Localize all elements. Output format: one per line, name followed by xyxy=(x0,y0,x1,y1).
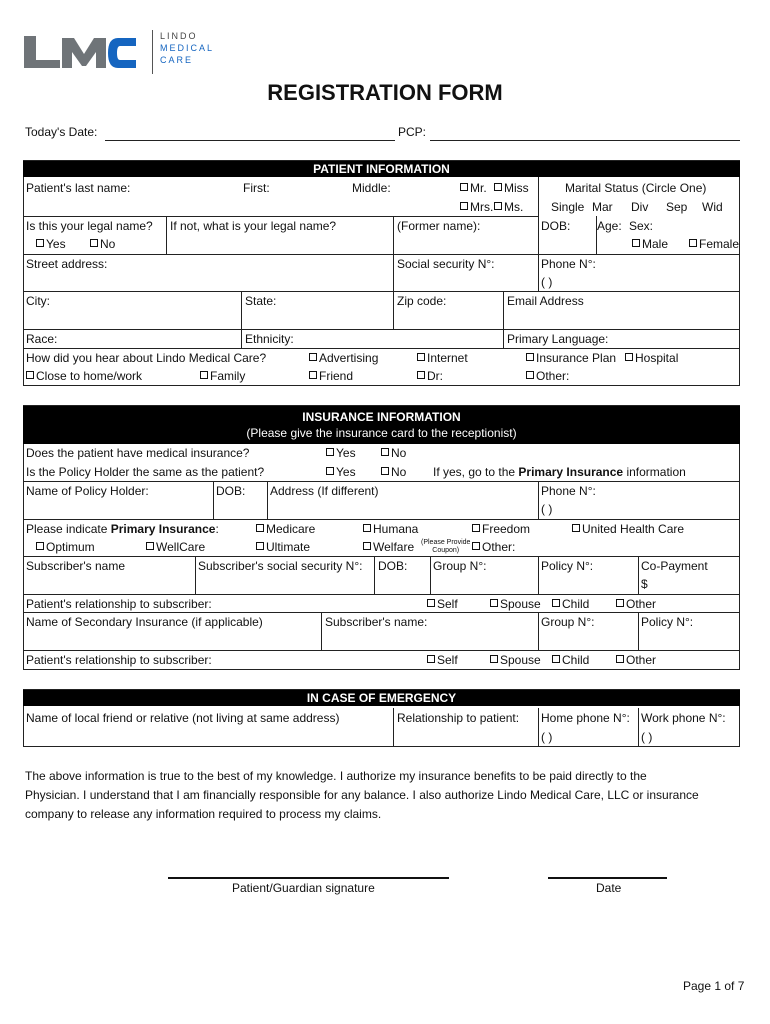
last-name-label: Patient's last name: xyxy=(26,181,131,195)
welfare-coupon-note: (Please Provide Coupon) xyxy=(421,539,471,554)
holder-dob-label: DOB: xyxy=(216,484,246,498)
has-insurance-yes-checkbox[interactable]: Yes xyxy=(326,446,356,460)
ethnicity-label: Ethnicity: xyxy=(245,332,294,346)
hear-family-checkbox[interactable]: Family xyxy=(200,369,245,383)
legal-name-question: Is this your legal name? xyxy=(26,219,153,233)
sex-female-checkbox[interactable]: Female xyxy=(689,237,739,251)
title-miss-checkbox[interactable]: Miss xyxy=(494,181,529,195)
policy-number-label: Policy N°: xyxy=(541,559,594,573)
marital-separated[interactable]: Sep xyxy=(666,200,688,214)
policy-holder-label: Name of Policy Holder: xyxy=(26,484,149,498)
marital-status-label: Marital Status (Circle One) xyxy=(565,181,707,195)
emergency-contact-label: Name of local friend or relative (not living at same address) xyxy=(26,711,340,725)
wellcare-checkbox[interactable]: WellCare xyxy=(146,540,205,554)
emergency-home-area[interactable]: ( ) xyxy=(541,730,553,744)
insurance-other-checkbox[interactable]: Other: xyxy=(472,540,515,554)
group-number-label: Group N°: xyxy=(433,559,487,573)
insurance-section xyxy=(23,405,740,670)
middle-name-label: Middle: xyxy=(352,181,391,195)
title-mr-checkbox[interactable]: Mr. xyxy=(460,181,487,195)
date-line[interactable] xyxy=(548,877,667,879)
rel-spouse-checkbox[interactable]: Spouse xyxy=(490,597,541,611)
hear-question: How did you hear about Lindo Medical Care? xyxy=(26,351,267,365)
statement-line2: Physician. I understand that I am financially responsible for any balance. I also authorize Lindo Medical Care, LLC or insurance xyxy=(25,788,699,802)
secondary-relationship-label: Patient's relationship to subscriber: xyxy=(26,653,212,667)
dob-label: DOB: xyxy=(541,219,571,233)
title-mrs-checkbox[interactable]: Mrs. xyxy=(460,200,493,214)
primary-insurance-label: Please indicate Primary Insurance: xyxy=(26,522,219,536)
marital-married[interactable]: Mar xyxy=(592,200,613,214)
logo xyxy=(22,30,222,74)
secondary-subscriber-label: Subscriber's name: xyxy=(325,615,428,629)
legal-name-if-not: If not, what is your legal name? xyxy=(170,219,337,233)
has-insurance-question: Does the patient have medical insurance? xyxy=(26,446,250,460)
emergency-home-phone-label: Home phone N°: xyxy=(541,711,630,725)
secondary-policy-label: Policy N°: xyxy=(641,615,694,629)
signature-label: Patient/Guardian signature xyxy=(232,881,375,895)
copay-dollar: $ xyxy=(641,577,648,591)
rel-other-checkbox[interactable]: Other xyxy=(616,597,656,611)
logo-line3: CARE xyxy=(160,55,194,65)
emergency-relationship-label: Relationship to patient: xyxy=(397,711,520,725)
rel2-child-checkbox[interactable]: Child xyxy=(552,653,589,667)
sex-male-checkbox[interactable]: Male xyxy=(632,237,668,251)
insurance-heading xyxy=(23,406,740,444)
same-holder-yes-checkbox[interactable]: Yes xyxy=(326,465,356,479)
statement-line1: The above information is true to the best of my knowledge. I authorize my insurance benefits to be paid directly to the xyxy=(25,769,647,783)
street-address-label: Street address: xyxy=(26,257,108,271)
secondary-group-label: Group N°: xyxy=(541,615,595,629)
optimum-checkbox[interactable]: Optimum xyxy=(36,540,95,554)
date-label: Date xyxy=(596,881,622,895)
hear-friend-checkbox[interactable]: Friend xyxy=(309,369,353,383)
state-label: State: xyxy=(245,294,277,308)
rel-child-checkbox[interactable]: Child xyxy=(552,597,589,611)
freedom-checkbox[interactable]: Freedom xyxy=(472,522,530,536)
todays-date-label: Today's Date: xyxy=(25,125,98,139)
secondary-insurance-label: Name of Secondary Insurance (if applicable) xyxy=(26,615,263,629)
hear-internet-checkbox[interactable]: Internet xyxy=(417,351,468,365)
todays-date-field[interactable] xyxy=(105,140,395,141)
insurance-subheading: (Please give the insurance card to the receptionist) xyxy=(246,426,517,440)
age-label: Age: xyxy=(597,219,622,233)
signature-line[interactable] xyxy=(168,877,449,879)
pcp-label: PCP: xyxy=(398,125,427,139)
copay-label: Co-Payment xyxy=(641,559,708,573)
phone-area-code[interactable]: ( ) xyxy=(541,275,553,289)
language-label: Primary Language: xyxy=(507,332,609,346)
marital-divorced[interactable]: Div xyxy=(631,200,649,214)
hear-advertising-checkbox[interactable]: Advertising xyxy=(309,351,378,365)
phone-label: Phone N°: xyxy=(541,257,596,271)
holder-phone-area[interactable]: ( ) xyxy=(541,502,553,516)
race-label: Race: xyxy=(26,332,58,346)
hear-hospital-checkbox[interactable]: Hospital xyxy=(625,351,678,365)
relationship-label: Patient's relationship to subscriber: xyxy=(26,597,212,611)
uhc-checkbox[interactable]: United Health Care xyxy=(572,522,684,536)
statement-line3: company to release any information required to process my claims. xyxy=(25,807,382,821)
if-yes-note: If yes, go to the Primary Insurance information xyxy=(433,465,686,479)
email-label: Email Address xyxy=(507,294,584,308)
rel2-self-checkbox[interactable]: Self xyxy=(427,653,458,667)
holder-address-label: Address (If different) xyxy=(270,484,379,498)
subscriber-name-label: Subscriber's name xyxy=(26,559,125,573)
hear-other-checkbox[interactable]: Other: xyxy=(526,369,569,383)
marital-single[interactable]: Single xyxy=(551,200,585,214)
same-holder-question: Is the Policy Holder the same as the patient? xyxy=(26,465,265,479)
marital-widowed[interactable]: Wid xyxy=(702,200,723,214)
logo-text xyxy=(160,30,214,66)
emergency-work-phone-label: Work phone N°: xyxy=(641,711,726,725)
lmc-logo-mark xyxy=(22,32,138,72)
subscriber-ssn-label: Subscriber's social security N°: xyxy=(198,559,363,573)
first-name-label: First: xyxy=(243,181,270,195)
pcp-field[interactable] xyxy=(430,140,740,141)
legal-no-checkbox[interactable]: No xyxy=(90,237,115,251)
page-title: REGISTRATION FORM xyxy=(267,80,503,105)
hear-insurance-plan-checkbox[interactable]: Insurance Plan xyxy=(526,351,616,365)
insurance-heading-text: INSURANCE INFORMATION xyxy=(302,410,461,424)
medicare-checkbox[interactable]: Medicare xyxy=(256,522,315,536)
sex-label: Sex: xyxy=(629,219,654,233)
logo-line1: LINDO xyxy=(160,31,198,41)
patient-heading: PATIENT INFORMATION xyxy=(23,161,740,177)
holder-phone-label: Phone N°: xyxy=(541,484,596,498)
authorization-statement xyxy=(25,767,699,824)
emergency-heading: IN CASE OF EMERGENCY xyxy=(23,690,740,706)
subscriber-dob-label: DOB: xyxy=(378,559,408,573)
logo-line2: MEDICAL xyxy=(160,43,215,53)
logo-divider xyxy=(152,30,153,74)
legal-yes-checkbox[interactable]: Yes xyxy=(36,237,66,251)
hear-close-checkbox[interactable]: Close to home/work xyxy=(26,369,142,383)
humana-checkbox[interactable]: Humana xyxy=(363,522,418,536)
same-holder-no-checkbox[interactable]: No xyxy=(381,465,406,479)
former-name-label: (Former name): xyxy=(397,219,481,233)
page-number: Page 1 of 7 xyxy=(683,979,745,993)
has-insurance-no-checkbox[interactable]: No xyxy=(381,446,406,460)
rel2-spouse-checkbox[interactable]: Spouse xyxy=(490,653,541,667)
city-label: City: xyxy=(26,294,50,308)
rel2-other-checkbox[interactable]: Other xyxy=(616,653,656,667)
ssn-label: Social security N°: xyxy=(397,257,495,271)
hear-dr-checkbox[interactable]: Dr: xyxy=(417,369,443,383)
rel-self-checkbox[interactable]: Self xyxy=(427,597,458,611)
welfare-checkbox[interactable]: Welfare xyxy=(363,540,414,554)
ultimate-checkbox[interactable]: Ultimate xyxy=(256,540,310,554)
emergency-work-area[interactable]: ( ) xyxy=(641,730,653,744)
zip-label: Zip code: xyxy=(397,294,447,308)
title-ms-checkbox[interactable]: Ms. xyxy=(494,200,523,214)
